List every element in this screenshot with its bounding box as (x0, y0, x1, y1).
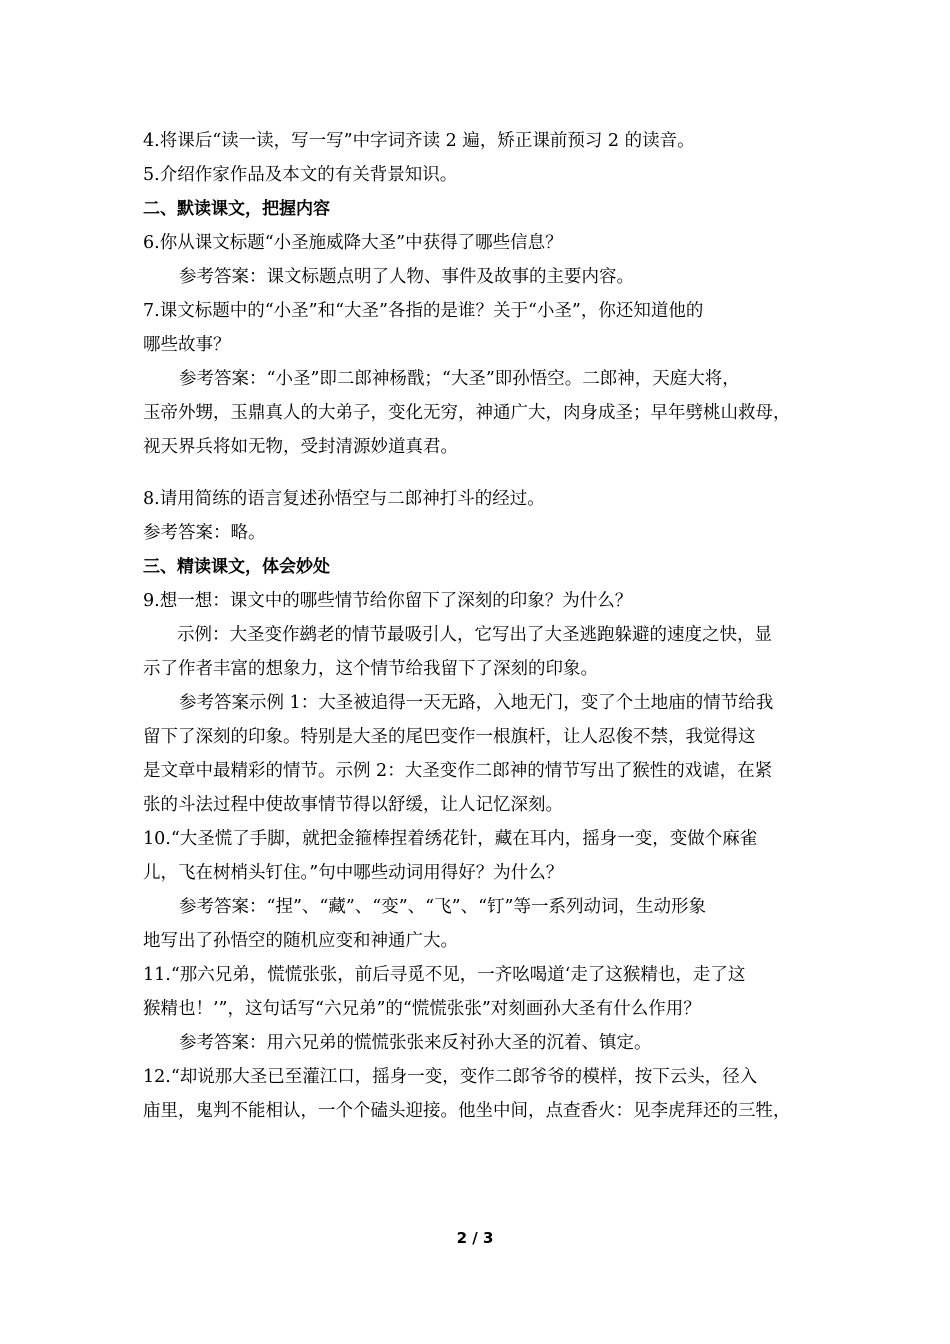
answer-line: 参考答案：“小圣”即二郎神杨戬；“大圣”即孙悟空。二郎神，天庭大将， (179, 369, 740, 389)
page-number: 2 / 3 (456, 1229, 494, 1247)
answer-line: 参考答案示例 1：大圣被追得一天无路，入地无门，变了个土地庙的情节给我 (179, 693, 774, 713)
answer-line: 参考答案：略。 (143, 523, 266, 543)
answer-line: 视天界兵将如无物，受封清源妙道真君。 (143, 437, 458, 457)
page-content (143, 124, 811, 1128)
question-line: 11.“那六兄弟，慌慌张张，前后寻觅不见，一齐吆喝道‘走了这猴精也，走了这 (143, 965, 746, 985)
text-line: 5.介绍作家作品及本文的有关背景知识。 (143, 165, 458, 185)
example-line: 示了作者丰富的想象力，这个情节给我留下了深刻的印象。 (143, 659, 598, 679)
question-line: 10.“大圣慌了手脚，就把金箍棒捏着绣花针，藏在耳内，摇身一变，变做个麻雀 (143, 829, 758, 849)
question-line: 12.“却说那大圣已至灌江口，摇身一变，变作二郎爷爷的模样，按下云头，径入 (143, 1067, 758, 1087)
text-line: 4.将课后“读一读，写一写”中字词齐读 2 遍，矫正课前预习 2 的读音。 (143, 131, 695, 151)
example-line: 示例：大圣变作鹚老的情节最吸引人，它写出了大圣逃跑躲避的速度之快，显 (177, 625, 772, 645)
answer-line: 参考答案：“捏”、“藏”、“变”、“飞”、“钉”等一系列动词，生动形象 (179, 897, 706, 917)
question-line: 7.课文标题中的“小圣”和“大圣”各指的是谁？关于“小圣”，你还知道他的 (143, 301, 704, 321)
answer-line: 参考答案：用六兄弟的慌慌张张来反衬孙大圣的沉着、镇定。 (179, 1033, 652, 1053)
question-line: 庙里，鬼判不能相认，一个个磕头迎接。他坐中间，点查香火：见李虎拜还的三牲， (143, 1101, 791, 1121)
answer-line: 参考答案：课文标题点明了人物、事件及故事的主要内容。 (179, 267, 634, 287)
question-line: 猴精也！’”，这句话写“六兄弟”的“慌慌张张”对刻画孙大圣有什么作用？ (143, 999, 701, 1019)
paragraph-gap (143, 464, 811, 482)
question-line: 哪些故事？ (143, 335, 231, 355)
question-line: 6.你从课文标题“小圣施威降大圣”中获得了哪些信息？ (143, 233, 563, 253)
answer-line: 留下了深刻的印象。特别是大圣的尾巴变作一根旗杆，让人忍俊不禁，我觉得这 (143, 727, 756, 747)
section-heading: 二、默读课文，把握内容 (143, 199, 330, 219)
section-heading: 三、精读课文，体会妙处 (143, 557, 330, 577)
answer-line: 是文章中最精彩的情节。示例 2：大圣变作二郎神的情节写出了猴性的戏谑，在紧 (143, 761, 773, 781)
answer-line: 地写出了孙悟空的随机应变和神通广大。 (143, 931, 458, 951)
question-line: 8.请用简练的语言复述孙悟空与二郎神打斗的经过。 (143, 489, 545, 509)
answer-line: 张的斗法过程中使故事情节得以舒缓，让人记忆深刻。 (143, 795, 563, 815)
question-line: 儿，飞在树梢头钉住。”句中哪些动词用得好？为什么？ (143, 863, 564, 883)
answer-line: 玉帝外甥，玉鼎真人的大弟子，变化无穷，神通广大，肉身成圣；早年劈桃山救母， (143, 403, 791, 423)
question-line: 9.想一想：课文中的哪些情节给你留下了深刻的印象？为什么？ (143, 591, 633, 611)
